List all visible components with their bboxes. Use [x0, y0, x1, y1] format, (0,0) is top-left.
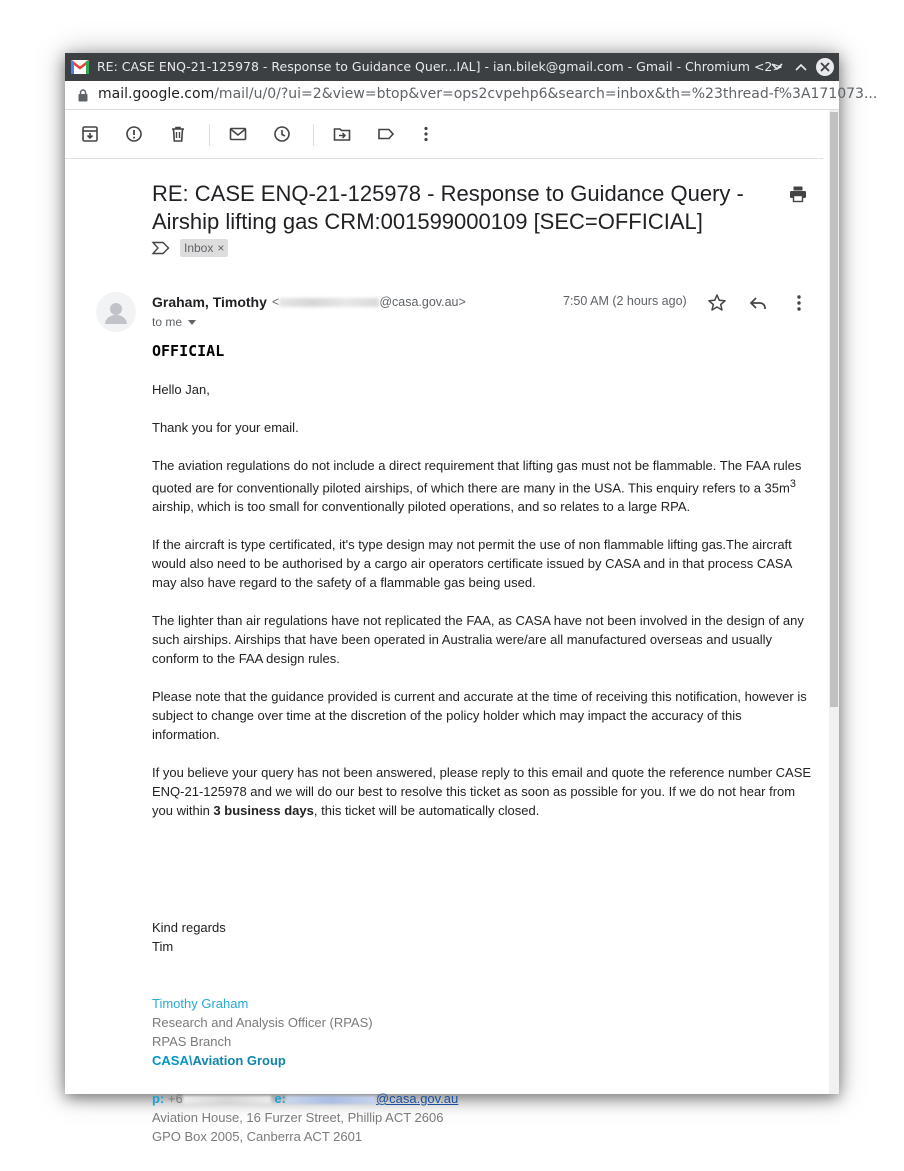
email-timestamp: 7:50 AM (2 hours ago) [563, 294, 687, 308]
browser-window [65, 53, 878, 1144]
more-vert-icon[interactable] [789, 293, 811, 315]
deadline-text: 3 business days [213, 803, 314, 819]
classification-marking: OFFICIAL [152, 342, 225, 360]
more-vert-icon[interactable] [417, 125, 437, 145]
para5-text-end: , this ticket will be automatically closed. [313, 803, 540, 819]
body-paragraph-1 [152, 456, 812, 516]
window-title: RE: CASE ENQ-21-125978 - Response to Guidance Quer...IAL] - ian.bilek@gmail.com - Gmail - Chromium <2> [97, 59, 783, 74]
inbox-label-chip[interactable] [180, 239, 228, 257]
para5-text: If you believe your query has not been answered, please reply to this email and quote the reference number CASE ENQ-21-125978 and we will do our best to resolve this ticket as soon as possible for you. If we do not hear from you within [152, 765, 812, 819]
report-spam-icon[interactable] [125, 125, 145, 145]
sender-name: Graham, Timothy [152, 294, 267, 310]
star-icon[interactable] [707, 293, 729, 315]
mark-unread-icon[interactable] [229, 125, 249, 145]
email-label: e: [274, 1091, 286, 1106]
signoff-name: Tim [152, 939, 174, 954]
print-icon[interactable] [789, 185, 807, 208]
sender-address: < @casa.gov.au> [272, 295, 466, 309]
body-paragraph-2: If the aircraft is type certificated, it's type design may not permit the use of non flammable lifting gas.The aircraft would also need to be authorised by a cargo air operators certificate issued by CASA and in that process CASA may also have regard to the safety of a flammable gas being used. [152, 537, 792, 591]
scrollbar-thumb[interactable] [830, 112, 838, 707]
org-name: CASA\ [152, 1053, 193, 1068]
thanks-paragraph: Thank you for your email. [152, 420, 299, 435]
greeting: Hello Jan, [152, 382, 210, 397]
delete-icon[interactable] [169, 125, 189, 145]
redacted-email [286, 1096, 376, 1104]
signature-organisation [152, 1051, 752, 1070]
closing: Kind regards [152, 920, 226, 935]
move-to-icon[interactable] [333, 125, 353, 145]
archive-icon[interactable] [81, 125, 101, 145]
url-host: mail.google.com [98, 86, 215, 102]
address-bar[interactable] [65, 81, 878, 110]
toolbar-divider [313, 124, 314, 146]
url-text[interactable] [98, 86, 877, 102]
label-row [152, 238, 228, 258]
url-path: /mail/u/0/?ui=2&view=btop&ver=ops2cvpehp6&search=inbox&th=%23thread-f%3A171073... [214, 86, 878, 102]
para1-text-end: airship, which is too small for conventionally piloted operations, and so relates to a large RPA. [152, 499, 691, 515]
message-toolbar [65, 110, 823, 159]
remove-label-icon[interactable]: × [217, 241, 225, 255]
body-paragraph-3: The lighter than air regulations have not replicated the FAA, as CASA have not been involved in the design of any such airships. Airships that have been operated in Australia were/are all manufactured overseas and usually conform to the FAA design rules. [152, 613, 804, 667]
body-paragraph-4: Please note that the guidance provided is current and accurate at the time of receiving this notification, however is subject to change over time at the discretion of the policy holder which may impact the accuracy of this information. [152, 689, 807, 743]
org-group: Aviation Group [192, 1053, 286, 1068]
inbox-label-text: Inbox [184, 241, 214, 255]
signature-block [152, 918, 752, 1146]
label-icon[interactable] [377, 125, 397, 145]
signature-address-2: GPO Box 2005, Canberra ACT 2601 [152, 1129, 363, 1144]
avatar [96, 292, 136, 332]
close-icon[interactable] [816, 58, 834, 76]
email-body [152, 380, 812, 839]
title-bar [65, 53, 839, 81]
snooze-icon[interactable] [273, 125, 293, 145]
mail-view [65, 110, 829, 1144]
body-paragraph-5 [152, 763, 812, 820]
phone-label: p: [152, 1091, 165, 1106]
signature-title: Research and Analysis Officer (RPAS) [152, 1015, 373, 1030]
signature-email-link[interactable] [286, 1091, 458, 1106]
signature-branch: RPAS Branch [152, 1034, 232, 1049]
signature-full-name: Timothy Graham [152, 996, 249, 1011]
scrollbar[interactable] [829, 110, 839, 1094]
recipient-text: to me [152, 315, 183, 329]
gmail-logo-icon [71, 59, 89, 75]
redacted-phone [183, 1096, 271, 1104]
email-domain: @casa.gov.au [375, 1091, 459, 1106]
lock-icon [78, 89, 88, 102]
redacted-email [279, 298, 379, 307]
email-subject: RE: CASE ENQ-21-125978 - Response to Guidance Query - Airship lifting gas CRM:001599000109 [SEC=OFFICIAL] [152, 181, 744, 234]
para1-text: The aviation regulations do not include a direct requirement that lifting gas must not be flammable. The FAA rules quoted are for conventionally piloted airships, of which there are many in the USA. This enquiry refers to a 35m [152, 458, 802, 496]
maximize-icon[interactable] [791, 57, 811, 77]
recipient-toggle[interactable] [152, 315, 196, 329]
toolbar-divider [209, 124, 210, 146]
sender-address-domain: @casa.gov.au> [379, 295, 466, 309]
superscript: 3 [789, 478, 796, 490]
reply-icon[interactable] [748, 293, 770, 315]
phone-number: +6 [167, 1091, 183, 1106]
minimize-icon[interactable] [767, 57, 787, 77]
signature-address-1: Aviation House, 16 Furzer Street, Phillip ACT 2606 [152, 1110, 444, 1125]
signature-contact [152, 1089, 752, 1108]
chevron-down-icon[interactable] [188, 320, 196, 325]
importance-marker-icon[interactable] [152, 241, 170, 255]
